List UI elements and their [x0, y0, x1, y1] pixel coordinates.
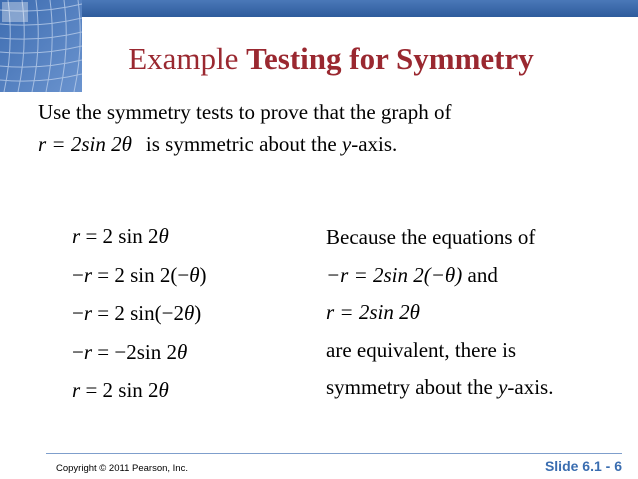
- footer-divider: [46, 453, 622, 454]
- equation-step-4: −r = −2sin 2θ: [72, 339, 188, 364]
- explanation-line-5: [326, 371, 553, 409]
- explanation-equation-2: r = 2sin 2θ: [326, 300, 420, 324]
- explanation-var: y: [498, 375, 508, 399]
- explanation-line-3: [326, 296, 553, 334]
- explanation-text-b: -axis.: [507, 375, 554, 399]
- equation-steps: [72, 219, 207, 412]
- intro-equation: r = 2sin 2θ: [38, 132, 132, 156]
- equation-step-3: −r = 2 sin(−2θ): [72, 301, 202, 325]
- explanation-equation-1: −r = 2sin 2(−θ): [326, 262, 463, 287]
- equation-step-1: r = 2 sin 2θ: [72, 224, 169, 248]
- explanation-line-4: are equivalent, there is: [326, 337, 517, 362]
- title-prefix: Example: [128, 41, 247, 76]
- intro-text-a: is symmetric about the: [145, 132, 342, 156]
- explanation-line-2: [326, 259, 553, 297]
- copyright-text: Copyright © 2011 Pearson, Inc.: [56, 463, 188, 474]
- top-bar: [0, 0, 638, 17]
- slide-title: [0, 40, 638, 78]
- explanation-text-a: symmetry about the: [326, 375, 499, 399]
- slide-number: Slide 6.1 - 6: [544, 458, 622, 474]
- intro-line-2: [38, 128, 452, 160]
- intro-line-1: Use the symmetry tests to prove that the graph of: [38, 100, 452, 124]
- explanation-text: [326, 221, 553, 409]
- explanation-and: and: [467, 262, 498, 287]
- title-emphasis: Testing for Symmetry: [246, 41, 534, 76]
- intro-text: [38, 96, 452, 160]
- explanation-line-1: Because the equations of: [326, 225, 536, 249]
- equation-step-5: r = 2 sin 2θ: [72, 378, 169, 402]
- intro-var: y: [341, 132, 352, 156]
- intro-text-b: -axis.: [351, 132, 398, 156]
- equation-step-2: −r = 2 sin 2(−θ): [72, 262, 207, 287]
